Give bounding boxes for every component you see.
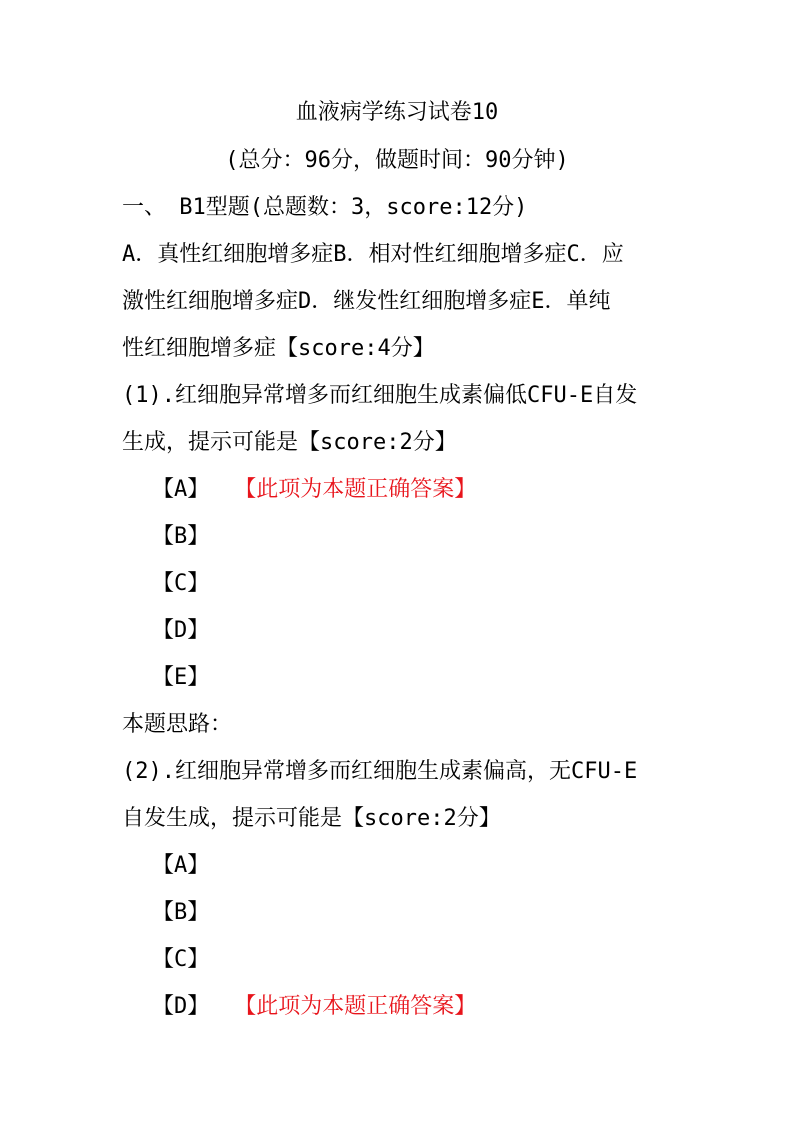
option-label: 【A】 bbox=[152, 853, 210, 878]
question-1-stem-line-2: 生成，提示可能是【score:2分】 bbox=[122, 430, 457, 455]
question-2-option-d bbox=[152, 992, 476, 1022]
section-heading: 一、 B1型题(总题数：3，score:12分) bbox=[122, 195, 528, 220]
question-2-option-a bbox=[152, 851, 209, 881]
question-1-option-e bbox=[152, 663, 209, 693]
option-label: 【E】 bbox=[152, 665, 210, 690]
shared-options-line-2: 激性红细胞增多症D．继发性红细胞增多症E．单纯 bbox=[122, 289, 611, 314]
question-2-stem-line-1: (2).红细胞异常增多而红细胞生成素偏高，无CFU-E bbox=[122, 759, 638, 784]
option-label: 【B】 bbox=[152, 524, 210, 549]
shared-options-line-3: 性红细胞增多症【score:4分】 bbox=[122, 336, 435, 361]
option-label: 【A】 bbox=[152, 477, 210, 502]
question-1-option-b bbox=[152, 522, 209, 552]
option-label: 【B】 bbox=[152, 900, 210, 925]
option-label: 【C】 bbox=[152, 571, 210, 596]
option-label: 【D】 bbox=[152, 994, 210, 1019]
question-2-stem-line-2: 自发生成，提示可能是【score:2分】 bbox=[122, 806, 501, 831]
page-title: 血液病学练习试卷10 bbox=[295, 100, 499, 125]
option-label: 【C】 bbox=[152, 947, 210, 972]
question-1-option-a bbox=[152, 475, 476, 505]
option-label: 【D】 bbox=[152, 618, 210, 643]
correct-answer-marker: 【此项为本题正确答案】 bbox=[245, 994, 477, 1019]
question-1-option-c bbox=[152, 569, 209, 599]
question-1-option-d bbox=[152, 616, 209, 646]
question-1-stem-line-1: (1).红细胞异常增多而红细胞生成素偏低CFU-E自发 bbox=[122, 383, 638, 408]
shared-options-line-1: A．真性红细胞增多症B．相对性红细胞增多症C．应 bbox=[122, 242, 624, 267]
question-2-option-b bbox=[152, 898, 209, 928]
correct-answer-marker: 【此项为本题正确答案】 bbox=[245, 477, 477, 502]
question-2-option-c bbox=[152, 945, 209, 975]
exam-info: (总分：96分，做题时间：90分钟) bbox=[225, 148, 569, 173]
analysis-label: 本题思路： bbox=[122, 712, 233, 737]
